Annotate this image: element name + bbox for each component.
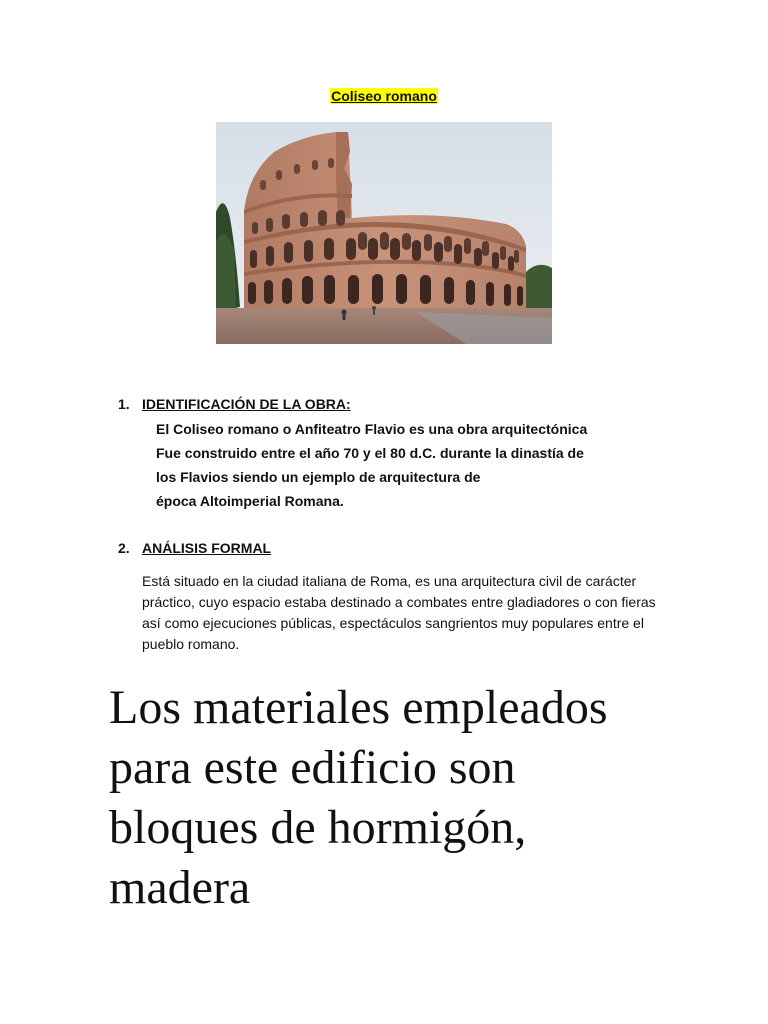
section-number: 2.	[118, 540, 130, 556]
title-text: Coliseo romano	[331, 88, 437, 104]
section-heading	[118, 396, 698, 412]
body-line: época Altoimperial Romana.	[156, 493, 344, 509]
section-identificacion	[118, 396, 698, 513]
body-line: Fue construido entre el año 70 y el 80 d.C. durante la dinastía de	[156, 445, 584, 461]
body-line: los Flavios siendo un ejemplo de arquitectura de	[156, 469, 481, 485]
section-heading-text: ANÁLISIS FORMAL	[142, 540, 272, 556]
colosseum-photo	[216, 122, 552, 344]
section-analisis-formal	[118, 540, 698, 655]
section-heading	[118, 540, 698, 556]
body-line: El Coliseo romano o Anfiteatro Flavio es una obra arquitectónica	[156, 421, 588, 437]
section-heading-text: IDENTIFICACIÓN DE LA OBRA:	[142, 396, 351, 412]
section-number: 1.	[118, 396, 130, 412]
document-title	[0, 88, 768, 104]
large-text: Los materiales empleados para este edificio son bloques de hormigón, madera	[109, 681, 608, 914]
section-body	[156, 417, 698, 513]
section-paragraph: Está situado en la ciudad italiana de Roma, es una arquitectura civil de carácter práctico, cuyo espacio estaba destinado a combates entre gladiadores o con fieras así como ejecuciones públicas, espectáculos sangrientos muy populares entre el pueblo romano.	[142, 573, 656, 652]
